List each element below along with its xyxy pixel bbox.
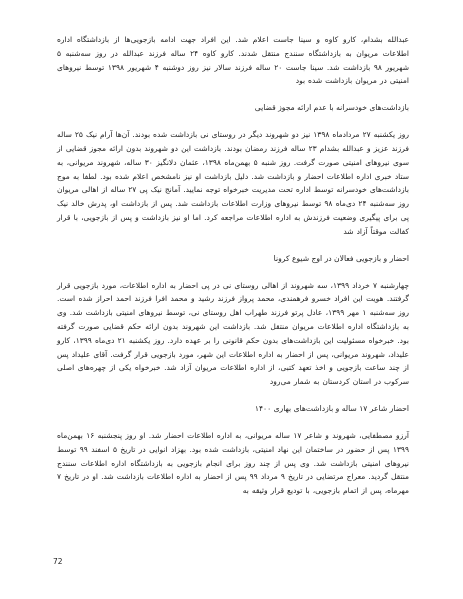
- paragraph-covid-interrogations: چهارشنبه ۷ خرداد ۱۳۹۹، سه شهروند از اهالی روستای نی در پی احضار به اداره اطلاعات، مورد بازجویی قرار گرفتند. هویت این افراد خسرو فرهمندی، محمد پرواز فرزند رشید و محمد افرا فرزند احمد احراز شده است. روز سه‌شنبه ۱ مهر ۱۳۹۹، عادل پرتو فرزند طهراب اهل روستای نی، توسط نیروهای امنیتی بازداشت شد. وی به بازداشتگاه اداره اطلاعات مریوان منتقل شد. بازداشت این شهروند بدون ارائه حکم قضایی صورت گرفته بود. خبرخواه مسئولیت این بازداشت‌های بدون حکم قانونی را بر عهده دارد. روز یکشنبه ۲۱ دی‌ماه ۱۳۹۹، کارو علیداد، شهروند مریوانی، پس از احضار به اداره اطلاعات این شهر، مورد بازجویی قرار گرفت. آقای علیداد پس از چند ساعت بازجویی و اخذ تعهد کتبی، از اداره اطلاعات مریوان آزاد شد. خبرخواه یکی از چهره‌های اصلی سرکوب در استان کردستان به شمار می‌رود: [57, 280, 409, 387]
- section-heading-covid-interrogations: احضار و بازجویی فعالان در اوج شیوع کرونا: [273, 253, 409, 263]
- paragraph-arbitrary-arrests: روز یکشنبه ۲۷ مردادماه ۱۳۹۸ نیز دو شهروند دیگر در روستای نی بازداشت شده بودند. آن‌ها آرام نیک ۲۵ ساله فرزند عزیز و عبدالله بشدام ۲۳ ساله فرزند رمضان بودند. بازداشت این دو شهروند بدون ارائه مجوز قضایی از سوی نیروهای امنیتی صورت گرفت. روز شنبه ۵ بهمن‌ماه ۱۳۹۸، عثمان دلانگیز ۳۰ ساله، شهروند مریوانی، به ستاد خبری اداره اطلاعات احضار و بازداشت شد. دلیل بازداشت او نیز نامشخص اعلام شده بود. لطفا به موج بازداشت‌های خودسرانه توسط اداره تحت مدیریت خبرخواه توجه نمایید. آمانج نیک پی ۲۷ ساله از اهالی مریوان روز سه‌شنبه ۲۴ دی‌ماه ۹۸ توسط نیروهای وزارت اطلاعات بازداشت شد. پس از بازداشت او، پدرش خالد نیک پی برای پیگیری وضعیت فرزندش به اداره اطلاعات مراجعه کرد. اما او نیز بازداشت و پس از بازجویی، با قرار کفالت موقتاً آزاد شد: [57, 130, 410, 236]
- page-content: [57, 33, 409, 498]
- section-heading-arbitrary-arrests: بازداشت‌های خودسرانه با عدم ارائه مجوز قضایی: [254, 103, 409, 113]
- section-heading-poet-summons: احضار شاعر ۱۷ ساله و بازداشت‌های بهاری ۱۴۰۰: [254, 403, 409, 413]
- page-number: 72: [53, 557, 63, 566]
- paragraph-intro: عبدالله بشدام، کارو کاوه و سینا جاست اعلام شد. این افراد جهت ادامه بازجویی‌ها از بازداشتگاه اداره اطلاعات مریوان به بازداشتگاه سنندج منتقل شدند. کارو کاوه ۲۴ ساله فرزند عبدالله در روز سه‌شنبه ۵ شهریور ۹۸ بازداشت شد. سینا جاست ۲۰ ساله فرزند سالار نیز روز دوشنبه ۴ شهریور ۱۳۹۸ توسط نیروهای امنیتی در مریوان بازداشت شده بود: [57, 35, 410, 86]
- paragraph-poet-summons: آرزو مصطفایی، شهروند و شاعر ۱۷ ساله مریوانی، به اداره اطلاعات احضار شد. او روز پنجشنبه ۱۶ بهمن‌ماه ۱۳۹۹ پس از حضور در ساختمان این نهاد امنیتی، بازداشت شده بود. بهزاد انوایی در تاریخ ۵ اسفند ۹۹ توسط نیروهای امنیتی بازداشت شد. وی پس از چند روز برای انجام بازجویی به بازداشتگاه اداره اطلاعات سنندج منتقل گردید. معراج مرتضایی در تاریخ ۹ مرداد ۹۹ پس از احضار به اداره اطلاعات بازداشت شد. او در تاریخ ۷ مهرماه، پس از اتمام بازجویی، با تودیع قرار وثیقه به: [57, 430, 409, 496]
